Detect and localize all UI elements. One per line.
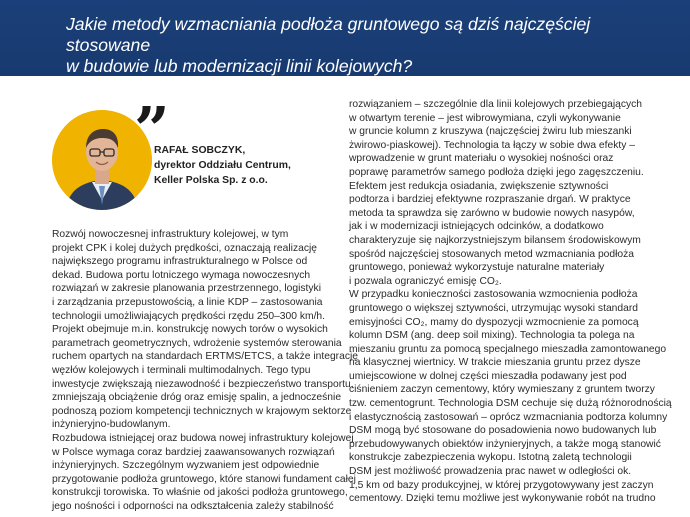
text-line: jego nośności i odporności na odkształcenia zależy stabilność bbox=[52, 500, 334, 512]
text-line: emisyjności CO₂, mamy do dyspozycji wzmocnienie za pomocą bbox=[349, 316, 639, 328]
text-line: wprowadzenie w grunt materiału o wysokiej nośności oraz bbox=[349, 153, 614, 165]
text-line: Efektem jest redukcja osiadania, zwiększenie sztywności bbox=[349, 180, 609, 192]
article-column-left bbox=[52, 228, 359, 513]
author-role: dyrektor Oddziału Centrum, bbox=[154, 160, 291, 171]
text-line: jak i w modernizacji istniejących odcinków, a dodatkowo bbox=[349, 221, 604, 233]
text-line: przebudowywanych obiektów inżynieryjnych, a także mogą stanowić bbox=[349, 438, 661, 450]
text-line: i zarządzania przepustowością, a linie KDP – zastosowania bbox=[52, 296, 323, 308]
article-column-right bbox=[349, 98, 672, 506]
text-line: 1,5 km od bazy produkcyjnej, w której przygotowywany jest zaczyn bbox=[349, 479, 654, 491]
text-line: metoda ta sprawdza się zarówno w budowie nowych nasypów, bbox=[349, 207, 635, 219]
text-line: w gruncie kolumn z kruszywa (najczęściej żwiru lub mieszanki bbox=[349, 126, 632, 138]
author-company: Keller Polska Sp. z o.o. bbox=[154, 175, 268, 186]
text-line: poprawę parametrów samego podłoża dzięki jego zagęszczeniu. bbox=[349, 166, 644, 178]
text-line: DSM mogą być stosowane do posadowienia nowo budowanych lub bbox=[349, 425, 657, 437]
text-line: parametrach geometrycznych, wdrożenie systemów sterowania bbox=[52, 337, 342, 349]
text-line: DSM jest możliwość prowadzenia prac nawet w odległości ok. bbox=[349, 466, 632, 478]
text-line: spośród najczęściej stosowanych metod wzmacniania podłoża bbox=[349, 248, 635, 260]
title-line-2: w budowie lub modernizacji linii kolejowych? bbox=[66, 56, 413, 76]
text-line: rozwiązaniem – szczególnie dla linii kolejowych przebiegających bbox=[349, 99, 643, 110]
author-credit bbox=[154, 143, 334, 188]
text-line: konstrukcji torowiska. To właśnie od jakości podłoża gruntowego, bbox=[52, 487, 348, 499]
text-line: inżynieryjno-budowlanym. bbox=[52, 419, 171, 431]
text-line: inżynieryjnych. Szczególnym wyzwaniem jest odpowiednie bbox=[52, 460, 320, 472]
text-line: Rozwój nowoczesnej infrastruktury kolejowej, w tym bbox=[52, 229, 289, 240]
question-title bbox=[66, 14, 676, 77]
quotation-mark: ” bbox=[134, 93, 166, 166]
title-line-1: Jakie metody wzmacniania podłoża gruntowego są dziś najczęściej stosowane bbox=[66, 14, 591, 55]
text-line: dekad. Budowa portu lotniczego wymaga nowoczesnych bbox=[52, 269, 311, 281]
text-line: zmniejszają obciążenie dróg oraz emisję spalin, a jednocześnie bbox=[52, 392, 342, 404]
text-line: Rozbudowa istniejącej oraz budowa nowej infrastruktury kolejowej bbox=[52, 432, 354, 444]
text-line: mieszaniu gruntu za pomocą specjalnego mieszadła zamontowanego bbox=[349, 343, 667, 355]
text-line: i pozwala ograniczyć emisję CO₂. bbox=[349, 275, 502, 287]
text-line: Projekt obejmuje m.in. konstrukcję nowych torów o wysokich bbox=[52, 324, 328, 336]
text-line: inwestycje zwiększają niezawodność i bezpieczeństwo transportu, bbox=[52, 378, 354, 390]
text-line: kolumn DSM (ang. deep soil mixing). Technologia ta polega na bbox=[349, 330, 635, 342]
article-header bbox=[0, 0, 690, 76]
text-line: technologii umożliwiających prędkości rzędu 250–300 km/h. bbox=[52, 310, 326, 322]
text-line: ciśnieniem zaczyn cementowy, który wymieszany z gruntem tworzy bbox=[349, 384, 655, 396]
text-line: W przypadku konieczności zastosowania wzmocnienia podłoża bbox=[349, 289, 638, 301]
text-line: cementowy. Dzięki temu możliwe jest wykonywanie robót na trudno bbox=[349, 493, 656, 505]
text-line: tzw. cementogrunt. Technologia DSM cechuje się dużą różnorodnością bbox=[349, 398, 672, 410]
text-line: konstrukcje zabezpieczenia wykopu. Istotną zaletą technologii bbox=[349, 452, 632, 464]
text-line: żwirowo-piaskowej). Technologia ta łączy w sobie dwa efekty – bbox=[349, 139, 635, 151]
text-line: na klasycznej wiertnicy. W trakcie mieszania gruntu przez dysze bbox=[349, 357, 641, 369]
text-line: i elastycznością zastosowań – oprócz wzmacniania podtorza kolumny bbox=[349, 411, 668, 423]
text-line: ruchem opartych na standardach ERTMS/ETCS, a także integrację bbox=[52, 351, 359, 363]
text-line: przygotowanie podłoża gruntowego, które stanowi fundament całej bbox=[52, 473, 356, 485]
text-line: rozwiązań w zakresie planowania przestrzennego, logistyki bbox=[52, 283, 321, 295]
text-line: podnoszą poziom kompetencji technicznych w krajowym sektorze bbox=[52, 405, 352, 417]
text-line: charakteryzuje się najkorzystniejszym bilansem środowiskowym bbox=[349, 234, 641, 246]
text-line: umiejscowione w dolnej części mieszadła podawany jest pod bbox=[349, 370, 627, 382]
author-name: RAFAŁ SOBCZYK, bbox=[154, 145, 246, 156]
text-line: węzłów kolejowych i terminali multimodalnych. Tego typu bbox=[52, 364, 311, 376]
text-line: projekt CPK i kolej dużych prędkości, oznaczają realizację bbox=[52, 242, 317, 254]
text-line: podtorza i bardziej efektywne rozpraszanie drgań. W praktyce bbox=[349, 194, 631, 206]
text-line: w otwartym terenie – jest wibrowymiana, czyli wykonywanie bbox=[349, 112, 621, 124]
text-line: gruntowego o większej sztywności, utrzymując wysoki standard bbox=[349, 302, 639, 314]
text-line: gruntowego, ponieważ wykorzystuje naturalne materiały bbox=[349, 262, 605, 274]
text-line: największego programu infrastrukturalnego w Polsce od bbox=[52, 256, 308, 268]
text-line: w Polsce wymaga coraz bardziej zaawansowanych rozwiązań bbox=[52, 446, 335, 458]
